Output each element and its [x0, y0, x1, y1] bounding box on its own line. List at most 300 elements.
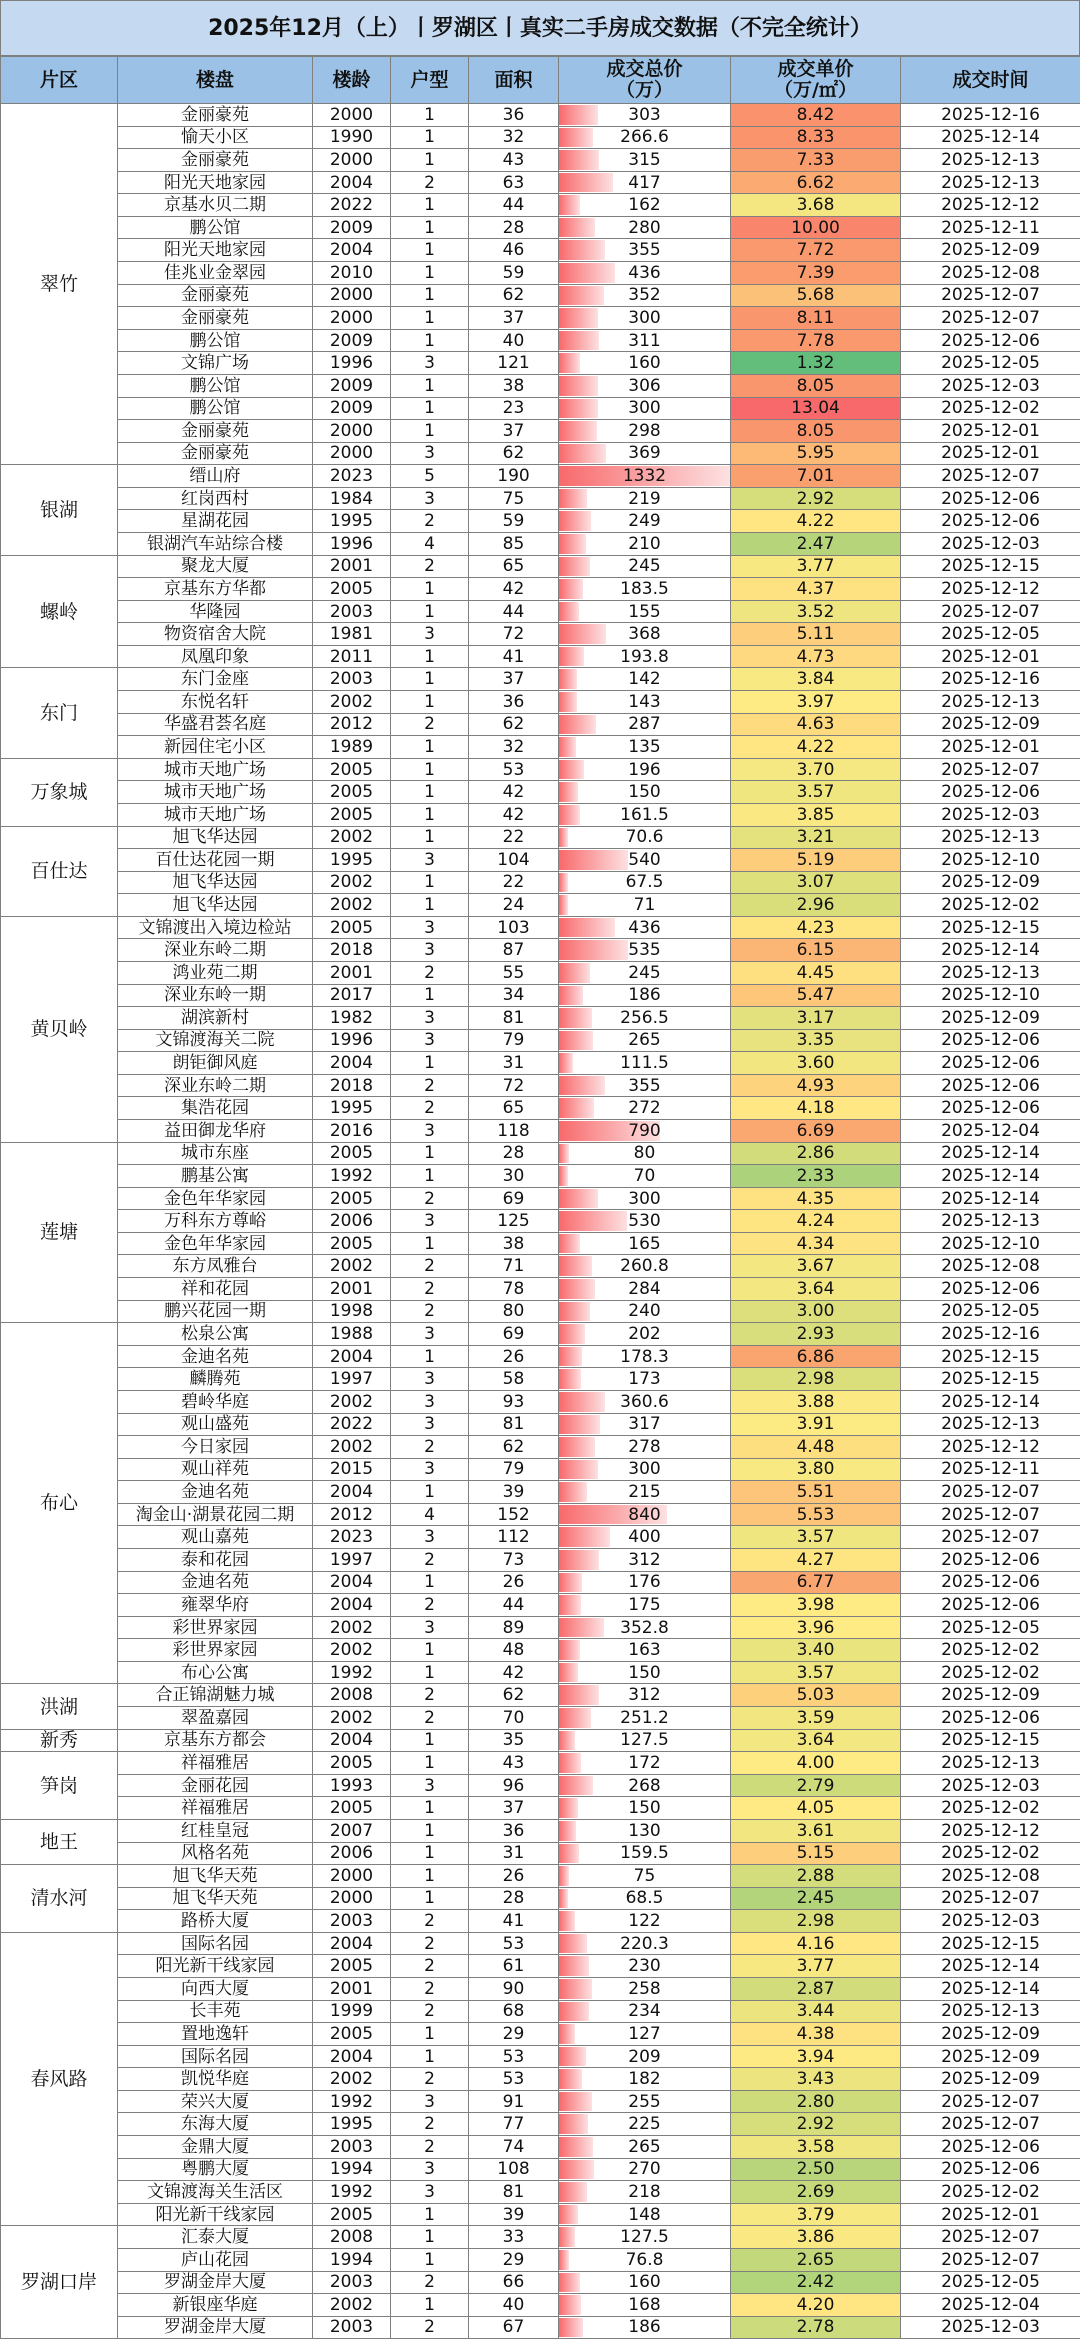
table-row: [1, 1842, 1080, 1865]
age-cell: 2023: [313, 1526, 391, 1549]
total-price-bar: [559, 782, 578, 802]
estate-cell: 风格名苑: [118, 1842, 313, 1865]
total-price-value: 258: [628, 1979, 660, 1999]
header-unit-price: 成交单价 （万/㎡）: [731, 57, 901, 104]
total-price-bar: [559, 1415, 600, 1435]
age-cell: 2005: [313, 1752, 391, 1775]
date-cell: 2025-12-13: [901, 149, 1080, 172]
area-cell: 28: [469, 216, 559, 239]
age-cell: 2000: [313, 442, 391, 465]
total-price-cell: [559, 1887, 731, 1910]
date-cell: 2025-12-15: [901, 1345, 1080, 1368]
total-price-value: 70: [634, 1166, 656, 1186]
total-price-cell: [559, 894, 731, 917]
table-row: [1, 826, 1080, 849]
area-cell: 59: [469, 510, 559, 533]
date-cell: 2025-12-06: [901, 1074, 1080, 1097]
table-row: [1, 1549, 1080, 1572]
layout-cell: 1: [391, 239, 469, 262]
estate-cell: 物资宿舍大院: [118, 623, 313, 646]
estate-cell: 文锦广场: [118, 352, 313, 375]
date-cell: 2025-12-14: [901, 1165, 1080, 1188]
layout-cell: 2: [391, 2113, 469, 2136]
total-price-cell: [559, 1594, 731, 1617]
date-cell: 2025-12-04: [901, 2294, 1080, 2317]
total-price-cell: [559, 2203, 731, 2226]
layout-cell: 1: [391, 1639, 469, 1662]
total-price-value: 245: [628, 963, 660, 983]
estate-cell: 深业东岭一期: [118, 984, 313, 1007]
total-price-bar: [559, 850, 628, 870]
unit-price-cell: 3.88: [731, 1390, 901, 1413]
estate-cell: 旭飞华天苑: [118, 1865, 313, 1888]
total-price-bar: [559, 1098, 594, 1118]
total-price-value: 260.8: [620, 1256, 669, 1276]
layout-cell: 3: [391, 2090, 469, 2113]
layout-cell: 2: [391, 1707, 469, 1730]
age-cell: 2005: [313, 1797, 391, 1820]
date-cell: 2025-12-13: [901, 826, 1080, 849]
estate-cell: 路桥大厦: [118, 1910, 313, 1933]
table-row: [1, 2045, 1080, 2068]
district-cell: 罗湖口岸: [1, 2226, 118, 2339]
age-cell: 2002: [313, 1639, 391, 1662]
area-cell: 65: [469, 1097, 559, 1120]
area-cell: 36: [469, 691, 559, 714]
area-cell: 32: [469, 126, 559, 149]
total-price-cell: [559, 803, 731, 826]
estate-cell: 金丽豪苑: [118, 104, 313, 127]
unit-price-cell: 6.69: [731, 1120, 901, 1143]
area-cell: 53: [469, 2045, 559, 2068]
layout-cell: 1: [391, 645, 469, 668]
total-price-value: 193.8: [620, 647, 669, 667]
age-cell: 2004: [313, 1481, 391, 1504]
total-price-value: 150: [628, 782, 660, 802]
estate-cell: 观山祥苑: [118, 1458, 313, 1481]
age-cell: 2000: [313, 149, 391, 172]
total-price-cell: [559, 1819, 731, 1842]
layout-cell: 1: [391, 1887, 469, 1910]
area-cell: 44: [469, 194, 559, 217]
area-cell: 35: [469, 1729, 559, 1752]
total-price-value: 300: [628, 398, 660, 418]
total-price-cell: [559, 1210, 731, 1233]
date-cell: 2025-12-09: [901, 871, 1080, 894]
total-price-cell: [559, 2158, 731, 2181]
total-price-cell: [559, 555, 731, 578]
estate-cell: 金丽豪苑: [118, 307, 313, 330]
area-cell: 41: [469, 645, 559, 668]
table-row: [1, 1774, 1080, 1797]
age-cell: 1996: [313, 1029, 391, 1052]
total-price-value: 300: [628, 308, 660, 328]
unit-price-cell: 5.15: [731, 1842, 901, 1865]
total-price-value: 76.8: [626, 2250, 664, 2270]
estate-cell: 红桂皇冠: [118, 1819, 313, 1842]
area-cell: 39: [469, 1481, 559, 1504]
unit-price-cell: 3.57: [731, 781, 901, 804]
area-cell: 36: [469, 1819, 559, 1842]
date-cell: 2025-12-06: [901, 781, 1080, 804]
age-cell: 2005: [313, 916, 391, 939]
table-row: [1, 307, 1080, 330]
total-price-cell: [559, 1413, 731, 1436]
area-cell: 39: [469, 2203, 559, 2226]
unit-price-cell: 3.91: [731, 1413, 901, 1436]
age-cell: 2005: [313, 758, 391, 781]
area-cell: 87: [469, 939, 559, 962]
total-price-cell: [559, 1255, 731, 1278]
age-cell: 2005: [313, 1955, 391, 1978]
total-price-value: 210: [628, 534, 660, 554]
age-cell: 2000: [313, 284, 391, 307]
table-row: [1, 1052, 1080, 1075]
table-row: [1, 1029, 1080, 1052]
table-row: [1, 1955, 1080, 1978]
area-cell: 28: [469, 1887, 559, 1910]
age-cell: 1997: [313, 1368, 391, 1391]
header-date: 成交时间: [901, 57, 1080, 104]
total-price-value: 255: [628, 2092, 660, 2112]
layout-cell: 1: [391, 1797, 469, 1820]
age-cell: 2004: [313, 1932, 391, 1955]
layout-cell: 3: [391, 1029, 469, 1052]
total-price-cell: [559, 194, 731, 217]
date-cell: 2025-12-14: [901, 939, 1080, 962]
table-row: [1, 1074, 1080, 1097]
layout-cell: 1: [391, 1345, 469, 1368]
layout-cell: 2: [391, 1594, 469, 1617]
total-price-value: 272: [628, 1098, 660, 1118]
table-row: [1, 1300, 1080, 1323]
layout-cell: 2: [391, 1684, 469, 1707]
date-cell: 2025-12-07: [901, 1887, 1080, 1910]
age-cell: 2003: [313, 2136, 391, 2159]
table-header: [1, 57, 1080, 104]
area-cell: 93: [469, 1390, 559, 1413]
table-row: [1, 2203, 1080, 2226]
estate-cell: 祥福雅居: [118, 1752, 313, 1775]
table-row: [1, 645, 1080, 668]
unit-price-cell: 3.80: [731, 1458, 901, 1481]
total-price-cell: [559, 532, 731, 555]
area-cell: 58: [469, 1368, 559, 1391]
unit-price-cell: 5.47: [731, 984, 901, 1007]
total-price-value: 270: [628, 2159, 660, 2179]
area-cell: 40: [469, 2294, 559, 2317]
table-row: [1, 1368, 1080, 1391]
table-row: [1, 149, 1080, 172]
area-cell: 62: [469, 442, 559, 465]
total-price-value: 530: [628, 1211, 660, 1231]
unit-price-cell: 3.44: [731, 2000, 901, 2023]
date-cell: 2025-12-15: [901, 1368, 1080, 1391]
layout-cell: 2: [391, 1977, 469, 2000]
area-cell: 73: [469, 1549, 559, 1572]
age-cell: 1982: [313, 1007, 391, 1030]
area-cell: 22: [469, 871, 559, 894]
total-price-bar: [559, 1798, 578, 1818]
unit-price-cell: 3.77: [731, 1955, 901, 1978]
total-price-bar: [559, 918, 615, 938]
total-price-cell: [559, 758, 731, 781]
total-price-bar: [559, 940, 628, 960]
total-price-value: 436: [628, 918, 660, 938]
total-price-cell: [559, 2226, 731, 2249]
total-price-bar: [559, 128, 593, 148]
table-row: [1, 713, 1080, 736]
estate-cell: 金丽豪苑: [118, 420, 313, 443]
date-cell: 2025-12-13: [901, 1210, 1080, 1233]
total-price-bar: [559, 1934, 587, 1954]
age-cell: 2004: [313, 1345, 391, 1368]
age-cell: 2009: [313, 397, 391, 420]
date-cell: 2025-12-07: [901, 465, 1080, 488]
date-cell: 2025-12-03: [901, 532, 1080, 555]
total-price-value: 150: [628, 1663, 660, 1683]
age-cell: 2005: [313, 803, 391, 826]
total-price-cell: [559, 1097, 731, 1120]
estate-cell: 金鼎大厦: [118, 2136, 313, 2159]
total-price-cell: [559, 420, 731, 443]
total-price-value: 278: [628, 1437, 660, 1457]
total-price-bar: [559, 218, 595, 238]
estate-cell: 愉天小区: [118, 126, 313, 149]
unit-price-cell: 4.05: [731, 1797, 901, 1820]
age-cell: 2005: [313, 578, 391, 601]
total-price-cell: [559, 465, 731, 488]
unit-price-cell: 2.33: [731, 1165, 901, 1188]
header-total-price: 成交总价 （万）: [559, 57, 731, 104]
estate-cell: 东门金座: [118, 668, 313, 691]
layout-cell: 2: [391, 555, 469, 578]
layout-cell: 2: [391, 1255, 469, 1278]
district-cell: 翠竹: [1, 104, 118, 465]
total-price-value: 71: [634, 895, 656, 915]
unit-price-cell: 3.64: [731, 1729, 901, 1752]
layout-cell: 3: [391, 1368, 469, 1391]
area-cell: 42: [469, 803, 559, 826]
table-row: [1, 1887, 1080, 1910]
total-price-cell: [559, 239, 731, 262]
total-price-bar: [559, 1076, 605, 1096]
date-cell: 2025-12-01: [901, 442, 1080, 465]
date-cell: 2025-12-15: [901, 1932, 1080, 1955]
area-cell: 28: [469, 1142, 559, 1165]
unit-price-cell: 2.47: [731, 532, 901, 555]
table-row: [1, 2226, 1080, 2249]
unit-price-cell: 2.98: [731, 1368, 901, 1391]
unit-price-cell: 3.64: [731, 1278, 901, 1301]
area-cell: 26: [469, 1571, 559, 1594]
unit-price-cell: 2.80: [731, 2090, 901, 2113]
unit-price-cell: 3.86: [731, 2226, 901, 2249]
total-price-bar: [559, 986, 583, 1006]
layout-cell: 1: [391, 329, 469, 352]
date-cell: 2025-12-06: [901, 1278, 1080, 1301]
date-cell: 2025-12-10: [901, 1232, 1080, 1255]
layout-cell: 1: [391, 600, 469, 623]
table-row: [1, 1752, 1080, 1775]
total-price-bar: [559, 2227, 575, 2247]
table-row: [1, 916, 1080, 939]
district-cell: 布心: [1, 1323, 118, 1684]
total-price-cell: [559, 1029, 731, 1052]
date-cell: 2025-12-01: [901, 2203, 1080, 2226]
estate-cell: 泰和花园: [118, 1549, 313, 1572]
unit-price-cell: 3.61: [731, 1819, 901, 1842]
total-price-bar: [559, 2137, 593, 2157]
total-price-bar: [559, 873, 568, 893]
total-price-bar: [559, 1053, 573, 1073]
unit-price-cell: 5.68: [731, 284, 901, 307]
total-price-value: 436: [628, 263, 660, 283]
total-price-cell: [559, 2113, 731, 2136]
area-cell: 32: [469, 736, 559, 759]
area-cell: 78: [469, 1278, 559, 1301]
total-price-value: 219: [628, 489, 660, 509]
district-cell: 清水河: [1, 1865, 118, 1933]
total-price-value: 218: [628, 2182, 660, 2202]
estate-cell: 城市天地广场: [118, 781, 313, 804]
total-price-bar: [559, 1144, 569, 1164]
total-price-cell: [559, 1729, 731, 1752]
area-cell: 79: [469, 1029, 559, 1052]
total-price-value: 162: [628, 195, 660, 215]
layout-cell: 3: [391, 442, 469, 465]
total-price-bar: [559, 150, 599, 170]
age-cell: 1998: [313, 1300, 391, 1323]
table-row: [1, 284, 1080, 307]
total-price-cell: [559, 826, 731, 849]
table-row: [1, 1594, 1080, 1617]
area-cell: 74: [469, 2136, 559, 2159]
estate-cell: 合正锦湖魅力城: [118, 1684, 313, 1707]
age-cell: 2012: [313, 1503, 391, 1526]
date-cell: 2025-12-06: [901, 487, 1080, 510]
total-price-value: 178.3: [620, 1347, 669, 1367]
age-cell: 1994: [313, 2248, 391, 2271]
age-cell: 2003: [313, 2271, 391, 2294]
table-row: [1, 1481, 1080, 1504]
unit-price-cell: 3.21: [731, 826, 901, 849]
total-price-cell: [559, 171, 731, 194]
layout-cell: 1: [391, 1752, 469, 1775]
total-price-bar: [559, 1618, 604, 1638]
total-price-value: 311: [628, 331, 660, 351]
unit-price-cell: 3.57: [731, 1526, 901, 1549]
date-cell: 2025-12-06: [901, 1707, 1080, 1730]
area-cell: 65: [469, 555, 559, 578]
area-cell: 85: [469, 532, 559, 555]
unit-price-cell: 6.62: [731, 171, 901, 194]
unit-price-cell: 1.32: [731, 352, 901, 375]
age-cell: 2002: [313, 1390, 391, 1413]
total-price-cell: [559, 216, 731, 239]
area-cell: 26: [469, 1865, 559, 1888]
total-price-bar: [559, 2002, 589, 2022]
table-row: [1, 1616, 1080, 1639]
unit-price-cell: 2.69: [731, 2181, 901, 2204]
estate-cell: 集浩花园: [118, 1097, 313, 1120]
total-price-value: 176: [628, 1572, 660, 1592]
age-cell: 2004: [313, 1571, 391, 1594]
estate-cell: 文锦渡出入境边检站: [118, 916, 313, 939]
total-price-bar: [559, 1844, 579, 1864]
date-cell: 2025-12-11: [901, 216, 1080, 239]
total-price-cell: [559, 1639, 731, 1662]
table-row: [1, 758, 1080, 781]
area-cell: 81: [469, 1007, 559, 1030]
estate-cell: 益田御龙华府: [118, 1120, 313, 1143]
total-price-bar: [559, 286, 604, 306]
area-cell: 33: [469, 2226, 559, 2249]
area-cell: 37: [469, 668, 559, 691]
estate-cell: 文锦渡海关生活区: [118, 2181, 313, 2204]
total-price-bar: [559, 1256, 592, 1276]
unit-price-cell: 8.33: [731, 126, 901, 149]
unit-price-cell: 4.22: [731, 736, 901, 759]
table-row: [1, 126, 1080, 149]
total-price-cell: [559, 1120, 731, 1143]
unit-price-cell: 3.67: [731, 1255, 901, 1278]
total-price-bar: [559, 1889, 568, 1909]
unit-price-cell: 4.00: [731, 1752, 901, 1775]
total-price-bar: [559, 1550, 599, 1570]
estate-cell: 深业东岭二期: [118, 1074, 313, 1097]
header-district: 片区: [1, 57, 118, 104]
estate-cell: 旭飞华天苑: [118, 1887, 313, 1910]
date-cell: 2025-12-07: [901, 2226, 1080, 2249]
age-cell: 2016: [313, 1120, 391, 1143]
total-price-bar: [559, 737, 576, 757]
age-cell: 2006: [313, 1842, 391, 1865]
total-price-bar: [559, 2273, 580, 2293]
area-cell: 36: [469, 104, 559, 127]
estate-cell: 向西大厦: [118, 1977, 313, 2000]
unit-price-cell: 6.77: [731, 1571, 901, 1594]
total-price-cell: [559, 1165, 731, 1188]
estate-cell: 罗湖金岸大厦: [118, 2316, 313, 2339]
area-cell: 41: [469, 1910, 559, 1933]
total-price-bar: [559, 1866, 569, 1886]
unit-price-cell: 3.00: [731, 1300, 901, 1323]
total-price-value: 127: [628, 2024, 660, 2044]
date-cell: 2025-12-14: [901, 1187, 1080, 1210]
date-cell: 2025-12-07: [901, 2113, 1080, 2136]
estate-cell: 鸿业苑二期: [118, 961, 313, 984]
district-cell: 洪湖: [1, 1684, 118, 1729]
estate-cell: 国际名园: [118, 1932, 313, 1955]
age-cell: 2000: [313, 307, 391, 330]
table-row: [1, 1142, 1080, 1165]
header-estate: 楼盘: [118, 57, 313, 104]
layout-cell: 3: [391, 1526, 469, 1549]
unit-price-cell: 3.96: [731, 1616, 901, 1639]
unit-price-cell: 3.58: [731, 2136, 901, 2159]
district-cell: 新秀: [1, 1729, 118, 1752]
layout-cell: 2: [391, 2136, 469, 2159]
unit-price-cell: 4.45: [731, 961, 901, 984]
unit-price-cell: 8.05: [731, 374, 901, 397]
total-price-bar: [559, 353, 580, 373]
unit-price-cell: 3.94: [731, 2045, 901, 2068]
estate-cell: 东悦名轩: [118, 691, 313, 714]
total-price-cell: [559, 1774, 731, 1797]
area-cell: 42: [469, 781, 559, 804]
total-price-value: 369: [628, 443, 660, 463]
